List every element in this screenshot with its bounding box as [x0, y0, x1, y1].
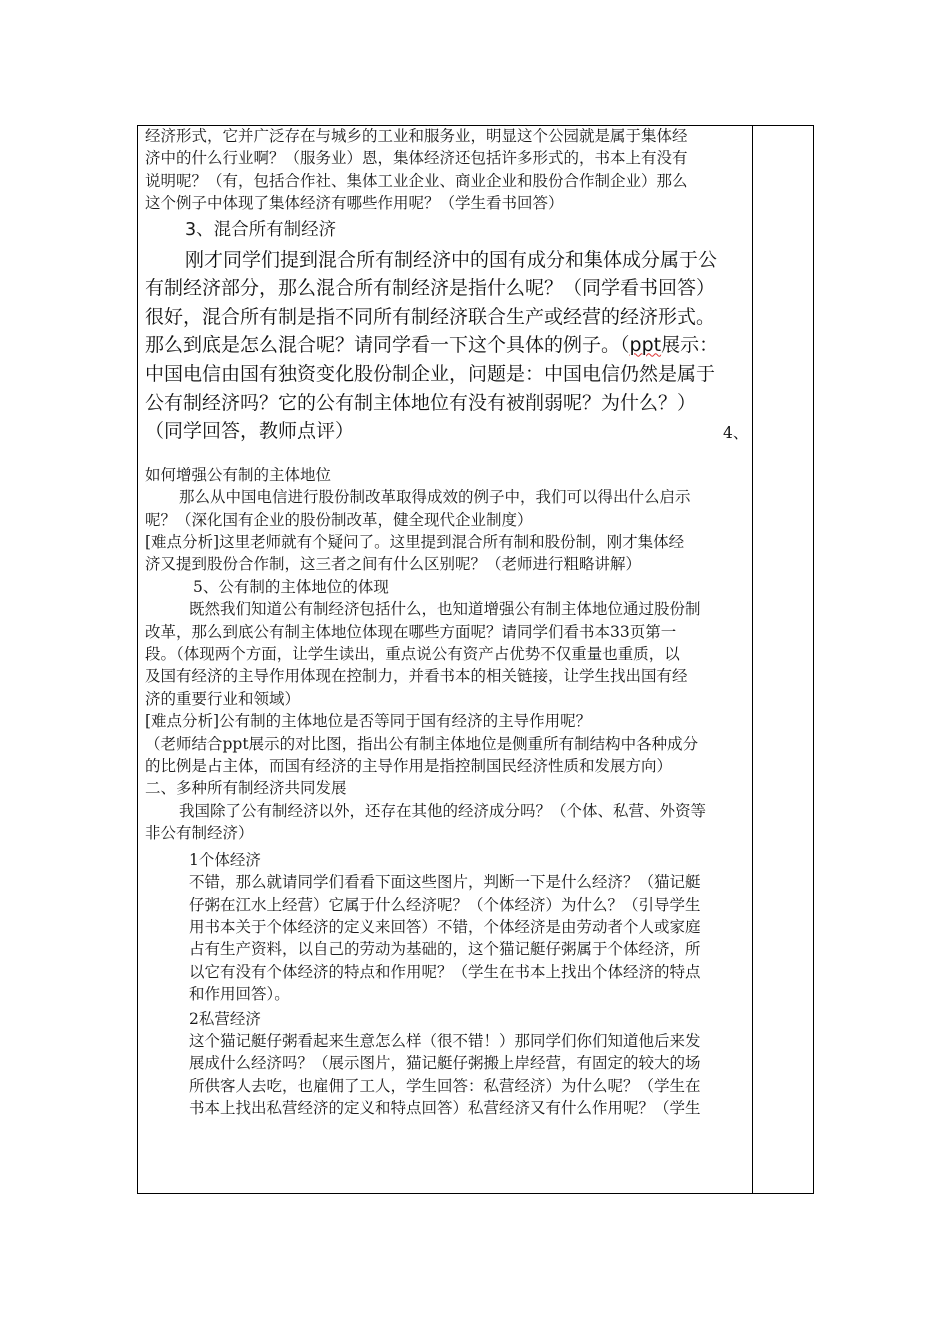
lesson-content-cell [145, 125, 749, 1120]
column-divider [752, 125, 753, 1194]
text-line: 仔粥在江水上经营）它属于什么经济呢？（个体经济）为什么？（引导学生 [189, 895, 701, 914]
text-line: 经济形式，它并广泛存在与城乡的工业和服务业，明显这个公园就是属于集体经 [145, 127, 688, 145]
section-heading-multiple-ownership: 二、多种所有制经济共同发展 [145, 779, 347, 798]
text-line: 我国除了公有制经济以外，还存在其他的经济成分吗？（个体、私营、外资等 [179, 801, 707, 820]
text-line: 改革，那么到底公有制主体地位体现在哪些方面呢？请同学们看书本33页第一 [145, 622, 677, 641]
text-line: [难点分析]公有制的主体地位是否等同于国有经济的主导作用呢？ [145, 712, 592, 731]
large-text-line: （同学回答，教师点评） 4、 [145, 417, 745, 446]
subheading-individual-economy: 1个体经济 [189, 850, 261, 869]
text-line: 济又提到股份合作制，这三者之间有什么区别呢？（老师进行粗略讲解） [145, 555, 642, 574]
subheading-private-economy: 2私营经济 [189, 1009, 261, 1028]
ppt-word: ppt [629, 334, 662, 357]
text-line: 用书本关于个体经济的定义来回答）不错，个体经济是由劳动者个人或家庭 [189, 917, 701, 936]
text-line: 书本上找出私营经济的定义和特点回答）私营经济又有什么作用呢？（学生 [189, 1099, 701, 1118]
text-line: 济的重要行业和领域） [145, 689, 301, 708]
text-line: 说明呢？（有，包括合作社、集体工业企业、商业企业和股份合作制企业）那么 [145, 171, 688, 190]
large-text-line: 刚才同学们提到混合所有制经济中的国有成分和集体成分属于公 [185, 248, 718, 271]
text-line: 展成什么经济吗？（展示图片，猫记艇仔粥搬上岸经营，有固定的较大的场 [189, 1054, 701, 1073]
text-line: 不错，那么就请同学们看看下面这些图片，判断一下是什么经济？（猫记艇 [189, 873, 701, 892]
text-line: 和作用回答）。 [189, 985, 290, 1004]
text-line: 非公有制经济） [145, 824, 254, 843]
text-line: 以它有没有个体经济的特点和作用呢？（学生在书本上找出个体经济的特点 [189, 962, 701, 981]
text-line: 这个猫记艇仔粥看起来生意怎么样（很不错！）那同学们你们知道他后来发 [189, 1031, 701, 1050]
large-text-line: 有制经济部分，那么混合所有制经济是指什么呢？（同学看书回答） [145, 277, 716, 300]
text-line: 这个例子中体现了集体经济有哪些作用呢？（学生看书回答） [145, 194, 564, 213]
text-line: 如何增强公有制的主体地位 [145, 465, 332, 484]
section-heading-mixed-ownership: 3、混合所有制经济 [185, 219, 337, 240]
text-line: 段。（体现两个方面，让学生读出，重点说公有资产占优势不仅重量也重质，以 [145, 645, 680, 664]
text-line: （老师结合ppt展示的对比图，指出公有制主体地位是侧重所有制结构中各种成分 [145, 734, 699, 753]
large-text-line: 公有制经济吗？它的公有制主体地位有没有被削弱呢？为什么？） [145, 391, 697, 414]
item-number-4: 4、 [723, 424, 749, 443]
text-line: 的比例是占主体，而国有经济的主导作用是指控制国民经济性质和发展方向） [145, 757, 673, 776]
large-text-line: 中国电信由国有独资变化股份制企业，问题是：中国电信仍然是属于 [145, 363, 716, 385]
text-line: [难点分析]这里老师就有个疑问了。这里提到混合所有制和股份制，刚才集体经 [145, 533, 685, 551]
text-line: 那么从中国电信进行股份制改革取得成效的例子中，我们可以得出什么启示 [179, 488, 691, 507]
large-text-line: 那么到底是怎么混合呢？请同学看一下这个具体的例子。（ppt展示： [145, 334, 719, 357]
text-line: 所供客人去吃，也雇佣了工人，学生回答：私营经济）为什么呢？（学生在 [189, 1076, 701, 1095]
large-text-line: 很好，混合所有制是指不同所有制经济联合生产或经营的经济形式。 [145, 305, 716, 328]
text-line: 占有生产资料，以自己的劳动为基础的，这个猫记艇仔粥属于个体经济，所 [189, 940, 701, 959]
section-heading-public-ownership: 5、公有制的主体地位的体现 [193, 577, 389, 596]
text-line: 呢？（深化国有企业的股份制改革，健全现代企业制度） [145, 510, 533, 529]
text-line: 既然我们知道公有制经济包括什么，也知道增强公有制主体地位通过股份制 [189, 600, 701, 619]
text-line: 及国有经济的主导作用体现在控制力，并看书本的相关链接，让学生找出国有经 [145, 667, 688, 686]
text-line: 济中的什么行业啊？（服务业）恩，集体经济还包括许多形式的，书本上有没有 [145, 149, 688, 168]
